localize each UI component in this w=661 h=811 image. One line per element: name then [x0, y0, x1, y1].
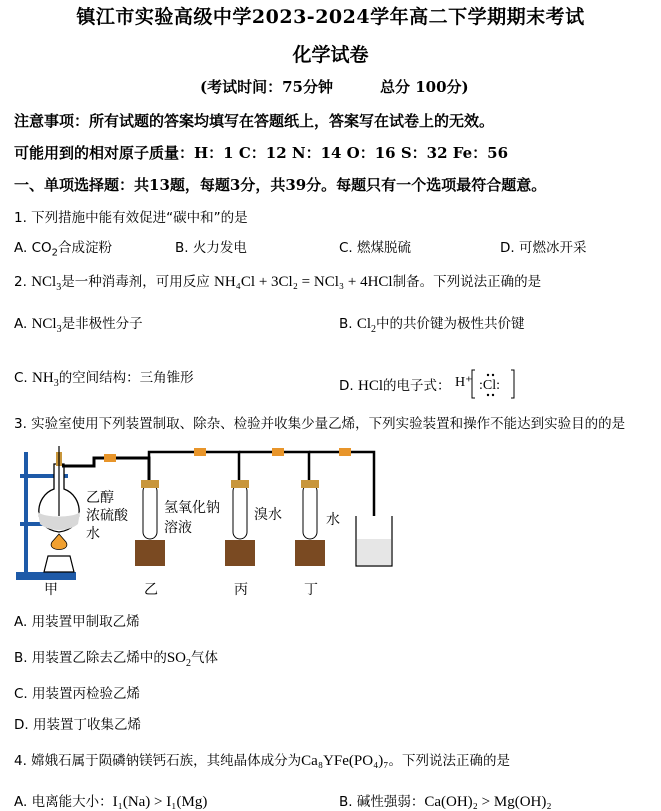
q2-stem-mid: 是一种消毒剂，可用反应	[61, 274, 210, 290]
q2-option-c: C. $NH_3$的空间结构：三角锥形	[14, 370, 194, 389]
q1-stem: 1. 下列措施中能有效促进“碳中和”的是	[14, 210, 248, 226]
q2-option-a: A. NCl$_3$是非极性分子	[14, 316, 143, 335]
exam-time: (考试时间：75分钟	[200, 78, 333, 96]
label-ethanol: 乙醇	[86, 490, 114, 506]
q1-option-d: D. 可燃冰开采	[500, 240, 587, 256]
label-bing: 丙	[234, 582, 248, 598]
q3-option-a: A. 用装置甲制取乙烯	[14, 614, 140, 630]
q2-stem	[14, 270, 541, 293]
tube-ding	[295, 480, 325, 566]
q1-option-c: C. 燃煤脱硫	[339, 240, 412, 256]
notice: 注意事项：所有试题的答案均填写在答题纸上，答案写在试卷上的无效。	[14, 112, 495, 130]
tube-bing	[225, 480, 255, 566]
label-ding: 丁	[304, 582, 318, 598]
tube-yi	[135, 480, 165, 566]
label-jia: 甲	[44, 582, 58, 598]
paper-subtitle: 化学试卷	[292, 44, 369, 66]
label-naoh: 氢氧化钠	[164, 500, 220, 516]
q2-option-b: B. $Cl_2$中的共价键为极性共价键	[339, 316, 525, 335]
q3-option-d: D. 用装置丁收集乙烯	[14, 717, 141, 733]
q2-number: 2.	[14, 274, 27, 290]
q2-ncl3: NCl$_3$	[31, 274, 62, 293]
hcl-lewis-structure	[455, 366, 517, 406]
label-bromine: 溴水	[254, 507, 282, 523]
atomic-masses: 可能用到的相对原子质量：H：1 C：12 N：14 O：16 S：32 Fe：56	[14, 144, 509, 162]
q4-b-expression: Ca(OH)₂ > Mg(OH)₂	[424, 794, 552, 810]
q1-option-a	[14, 236, 112, 259]
q1-a-sub: 2	[51, 247, 59, 259]
q4-formula: Ca₈YFe(PO₄)₇	[301, 753, 389, 769]
q2-stem-tail: 制备。下列说法正确的是	[392, 274, 542, 290]
total-score: 总分 100分)	[380, 78, 469, 96]
q3-option-b: B. 用装置乙除去乙烯中的$SO_2$气体	[14, 650, 219, 669]
label-acid: 浓硫酸	[86, 508, 128, 524]
q2-reaction: NH₄Cl + 3Cl₂ = NCl₃ + 4HCl	[214, 274, 393, 290]
stand-rod	[24, 452, 28, 574]
q3-stem: 3. 实验室使用下列装置制取、除杂、检验并收集少量乙烯，下列实验装置和操作不能达到实验目的的是	[14, 416, 626, 432]
q4-stem: 4. 嫦娥石属于陨磷钠镁钙石族，其纯晶体成分为Ca₈YFe(PO₄)₇。下列说法正确的是	[14, 753, 511, 769]
apparatus-figure	[14, 444, 414, 603]
h-plus: H⁺	[454, 375, 473, 390]
label-solution: 溶液	[164, 520, 192, 536]
q1-a-text: A. CO	[14, 240, 52, 256]
q4-option-b: B. 碱性强弱：Ca(OH)₂ > Mg(OH)₂	[339, 794, 552, 810]
q4-option-a: A. 电离能大小：I₁(Na) > I₁(Mg)	[14, 794, 208, 810]
q1-option-b: B. 火力发电	[175, 240, 247, 256]
q4-a-expression: I₁(Na) > I₁(Mg)	[112, 794, 208, 810]
section-heading: 一、单项选择题：共13题，每题3分，共39分。每题只有一个选项最符合题意。	[14, 176, 547, 194]
label-yi: 乙	[144, 582, 158, 598]
alcohol-lamp	[44, 556, 74, 572]
cl-symbol: :Cl:	[478, 378, 500, 393]
label-water-2: 水	[326, 512, 340, 528]
exam-title: 镇江市实验高级中学2023-2024学年高二下学期期末考试	[76, 6, 585, 28]
q2-option-d: D. HCl的电子式： H⁺ :Cl:	[339, 366, 517, 406]
q1-a-tail: 合成淀粉	[58, 240, 113, 256]
q3-option-c: C. 用装置丙检验乙烯	[14, 686, 141, 702]
label-water-1: 水	[86, 526, 100, 542]
